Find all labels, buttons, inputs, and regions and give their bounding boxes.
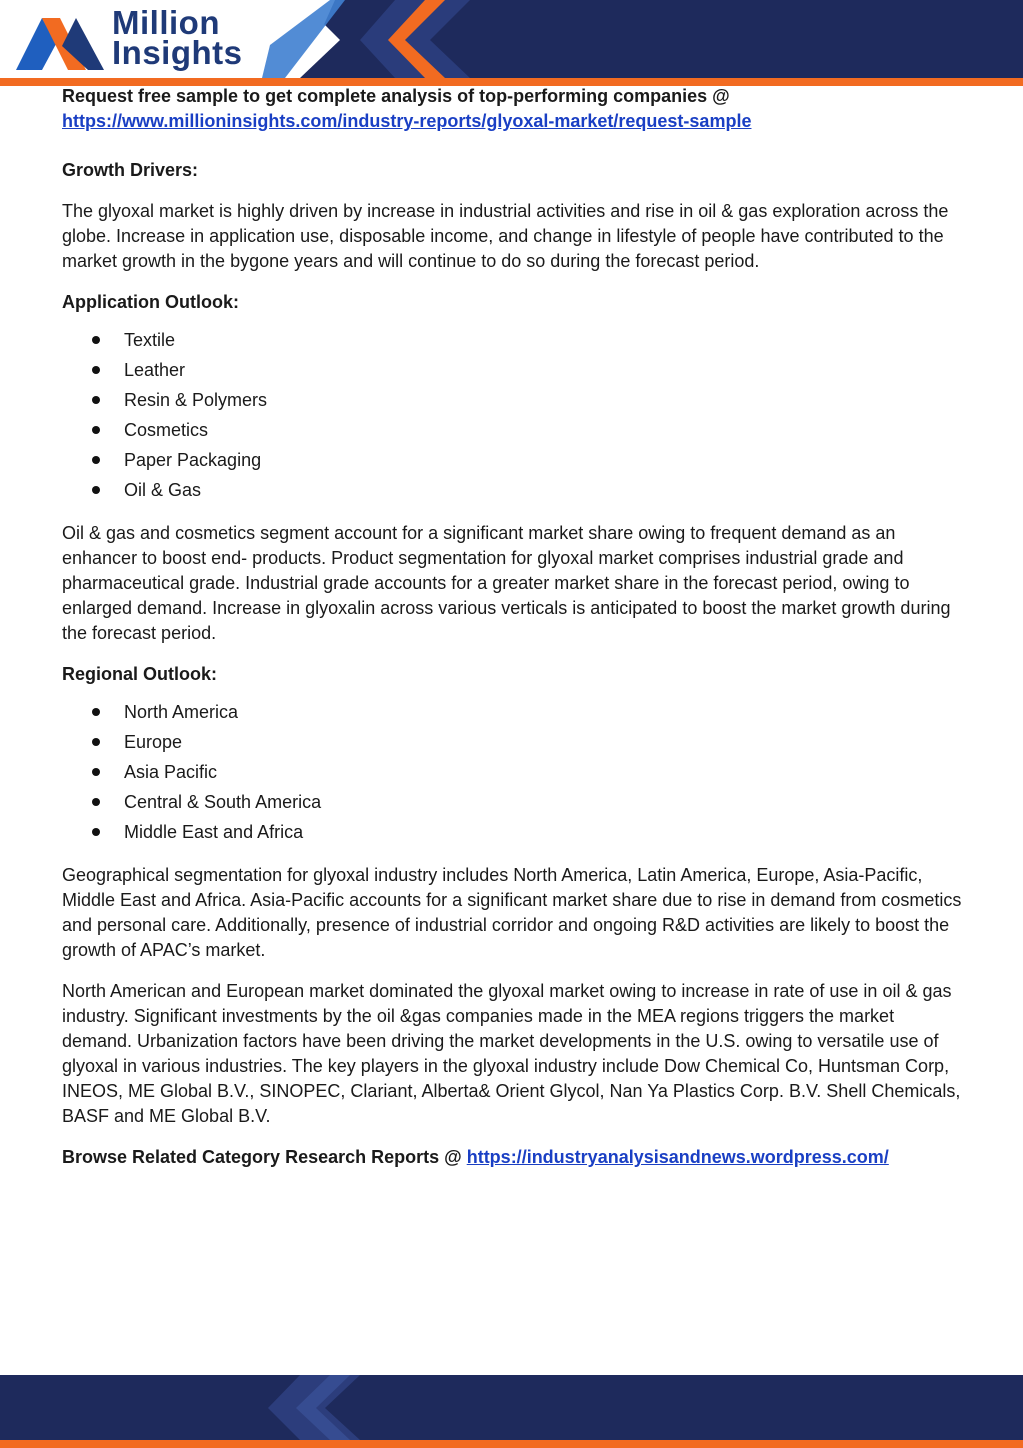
bullet-icon [92, 768, 100, 776]
list-item: Asia Pacific [62, 757, 962, 787]
list-item: Middle East and Africa [62, 817, 962, 847]
list-item: Central & South America [62, 787, 962, 817]
list-item: Oil & Gas [62, 475, 962, 505]
bullet-icon [92, 486, 100, 494]
bullet-icon [92, 426, 100, 434]
list-item: North America [62, 697, 962, 727]
bullet-icon [92, 738, 100, 746]
growth-drivers-paragraph: The glyoxal market is highly driven by increase in industrial activities and rise in oil & gas exploration across the globe. Increase in application use, disposable income, and change in lifestyle of people have contributed to the market growth in the bygone years and will continue to do so during the forecast period. [62, 201, 949, 271]
bullet-icon [92, 456, 100, 464]
list-item: Resin & Polymers [62, 385, 962, 415]
application-list [62, 325, 962, 505]
growth-drivers-heading: Growth Drivers: [62, 160, 199, 180]
bullet-icon [92, 708, 100, 716]
list-item: Europe [62, 727, 962, 757]
logo-line-2: Insights [112, 34, 243, 71]
browse-related-link[interactable]: https://industryanalysisandnews.wordpress.com/ [466, 1147, 889, 1167]
list-item: Textile [62, 325, 962, 355]
document-body [62, 84, 962, 1170]
list-item: Cosmetics [62, 415, 962, 445]
page-header [0, 0, 1023, 86]
region-list [62, 697, 962, 847]
regional-outlook-paragraph-1: Geographical segmentation for glyoxal industry includes North America, Latin America, Europe, Asia-Pacific, Middle East and Africa. Asia-Pacific accounts for a significant market share due to rise in demand from cosmetics and personal care. Additionally, presence of industrial corridor and ongoing R&D activities are likely to boost the growth of APAC’s market. [62, 865, 962, 960]
browse-related-text: Browse Related Category Research Reports @ [62, 1147, 462, 1167]
regional-outlook-paragraph-2: North American and European market dominated the glyoxal market owing to increase in rate of use in oil & gas industry. Significant investments by the oil &gas companies made in the MEA regions triggers the market demand. Urbanization factors have been driving the market developments in the U.S. owing to versatile use of glyoxal in various industries. The key players in the glyoxal industry include Dow Chemical Co, Huntsman Corp, INEOS, ME Global B.V., SINOPEC, Clariant, Alberta& Orient Glycol, Nan Ya Plastics Corp. B.V. Shell Chemicals, BASF and ME Global B.V. [62, 981, 961, 1126]
sample-request-text: Request free sample to get complete analysis of top-performing companies @ [62, 86, 730, 106]
application-outlook-paragraph: Oil & gas and cosmetics segment account for a significant market share owing to frequent demand as an enhancer to boost end- products. Product segmentation for glyoxal market comprises industrial grade and pharmaceutical grade. Industrial grade accounts for a greater market share in the forecast period, owing to enlarged demand. Increase in glyoxalin across various verticals is anticipated to boost the market growth during the forecast period. [62, 523, 951, 643]
bullet-icon [92, 798, 100, 806]
list-item: Leather [62, 355, 962, 385]
logo-mark-icon [12, 6, 107, 74]
bullet-icon [92, 828, 100, 836]
logo-line-1: Million [112, 4, 220, 41]
bullet-icon [92, 396, 100, 404]
bullet-icon [92, 336, 100, 344]
logo-wordmark [112, 4, 243, 71]
sample-request-link[interactable]: https://www.millioninsights.com/industry-reports/glyoxal-market/request-sample [62, 111, 752, 131]
application-outlook-heading: Application Outlook: [62, 292, 239, 312]
page-footer [0, 1375, 1023, 1448]
regional-outlook-heading: Regional Outlook: [62, 664, 217, 684]
footer-banner-graphic [0, 1375, 1023, 1448]
bullet-icon [92, 366, 100, 374]
list-item: Paper Packaging [62, 445, 962, 475]
million-insights-logo [12, 6, 262, 74]
